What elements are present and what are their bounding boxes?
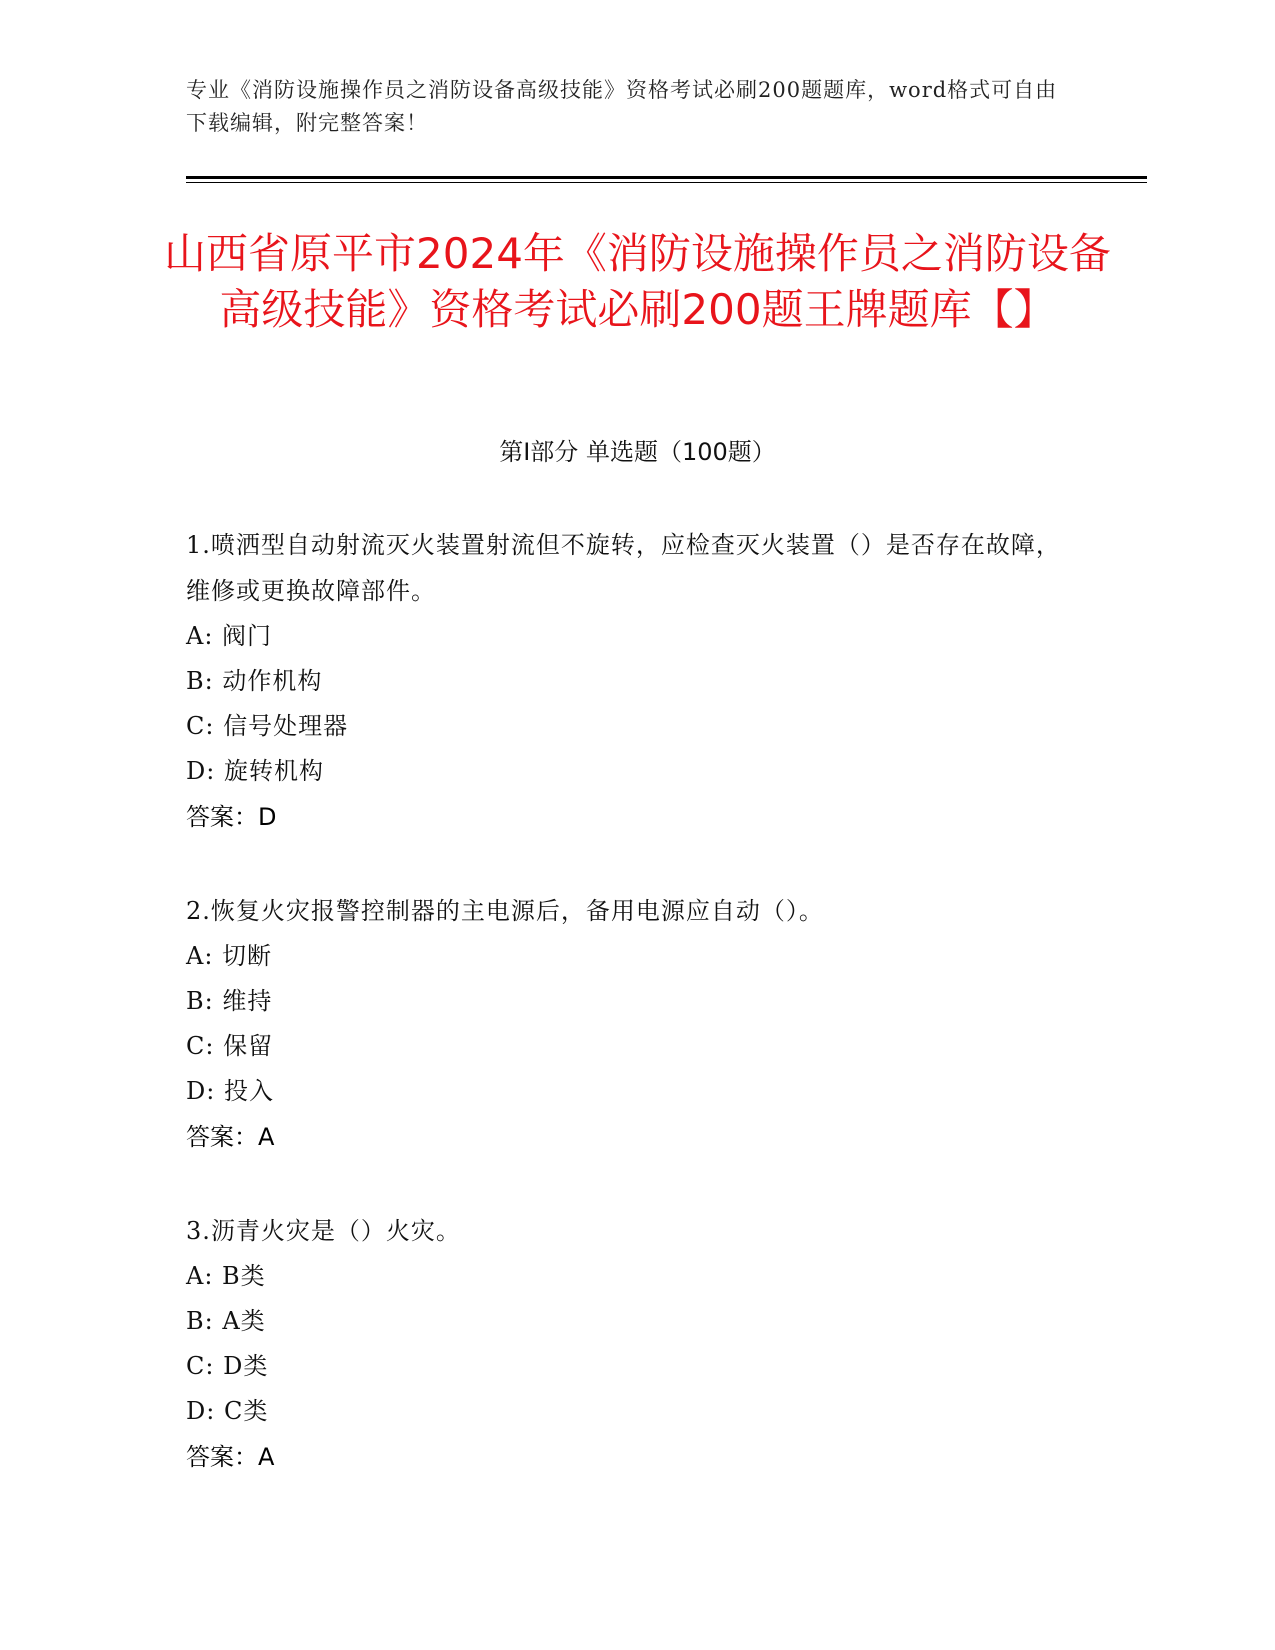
option-d: D: C类 (186, 1397, 269, 1425)
question-1 (186, 522, 1066, 840)
option-b: B: 维持 (186, 987, 273, 1015)
question-stem: 3.沥青火灾是（）火灾。 (186, 1217, 461, 1245)
answer-line: 答案：D (186, 803, 277, 831)
option-a: A: 阀门 (186, 622, 273, 650)
option-b: B: A类 (186, 1307, 266, 1335)
header-note: 专业《消防设施操作员之消防设备高级技能》资格考试必刷200题题库，word格式可自由下载编辑，附完整答案！ (186, 78, 1058, 135)
option-d: D: 投入 (186, 1077, 274, 1105)
option-b: B: 动作机构 (186, 667, 323, 695)
option-a: A: 切断 (186, 942, 273, 970)
header-rule-thick (186, 176, 1147, 179)
option-d: D: 旋转机构 (186, 757, 324, 785)
question-2 (186, 888, 1066, 1160)
answer-line: 答案：A (186, 1123, 275, 1151)
question-3 (186, 1208, 1066, 1480)
option-c: C: 信号处理器 (186, 712, 349, 740)
option-c: C: D类 (186, 1352, 269, 1380)
question-list (186, 522, 1066, 1528)
answer-line: 答案：A (186, 1443, 275, 1471)
section-heading: 第I部分 单选题（100题） (499, 438, 776, 466)
option-c: C: 保留 (186, 1032, 274, 1060)
question-stem: 2.恢复火灾报警控制器的主电源后，备用电源应自动（）。 (186, 897, 824, 925)
document-title: 山西省原平市2024年《消防设施操作员之消防设备高级技能》资格考试必刷200题王牌题库【】 (164, 229, 1111, 334)
option-a: A: B类 (186, 1262, 266, 1290)
header-rule-thin (186, 182, 1147, 183)
question-stem: 1.喷洒型自动射流灭火装置射流但不旋转，应检查灭火装置（）是否存在故障，维修或更换故障部件。 (186, 531, 1061, 605)
